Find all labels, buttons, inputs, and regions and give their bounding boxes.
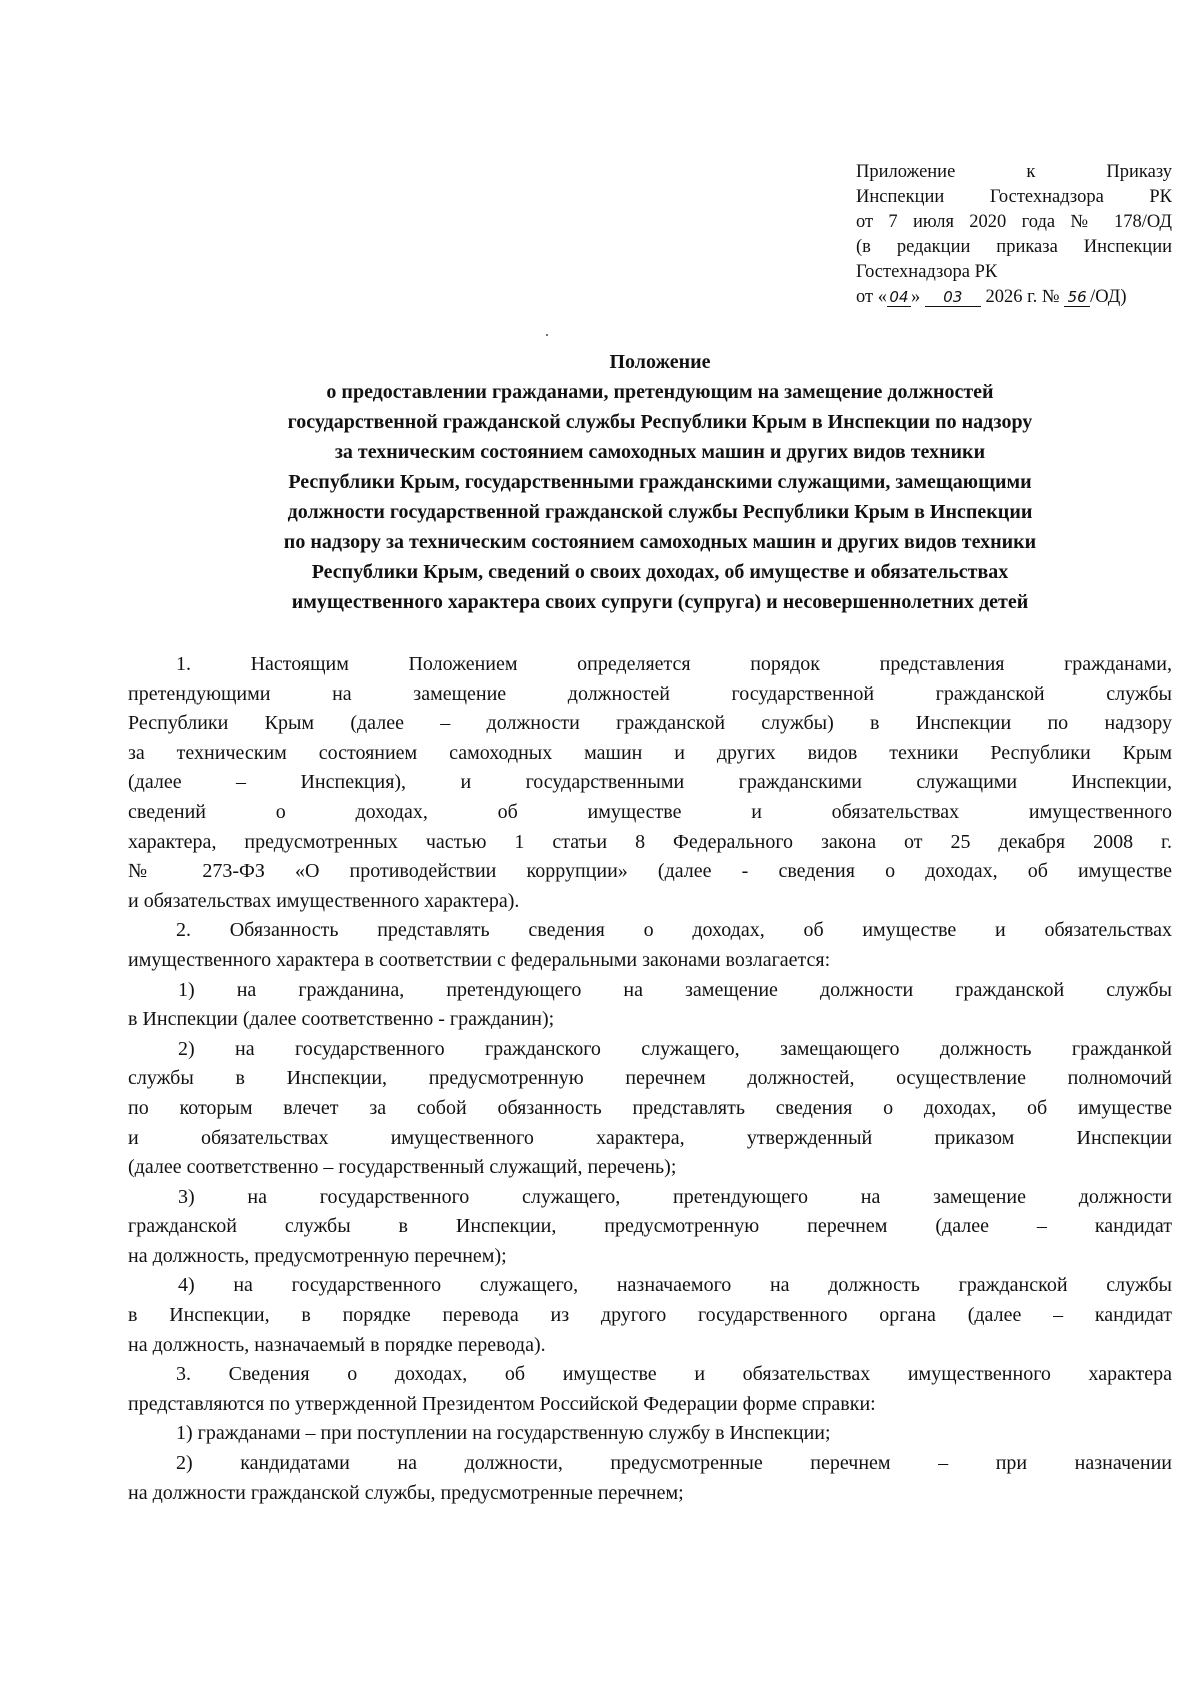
body-line: на должность, предусмотренную перечнем); <box>128 1244 507 1267</box>
body-line: представляются по утвержденной Президентом Российской Федерации форме справки: <box>128 1392 876 1415</box>
date-year: 2026 г. № <box>985 287 1060 307</box>
header-line: Инспекции Гостехнадзора РК <box>856 187 1172 207</box>
body-line: в Инспекции, в порядке перевода из другого государственного органа (далее – кандидат <box>128 1304 1172 1327</box>
body-line: службы в Инспекции, предусмотренную перечнем должностей, осуществление полномочий <box>128 1067 1172 1090</box>
body-line: за техническим состоянием самоходных машин и других видов техники Республики Крым <box>128 741 1172 764</box>
title-line: о предоставлении гражданами, претендующим на замещение должностей <box>326 381 994 403</box>
header-line: от 7 июля 2020 года № 178/ОД <box>856 212 1172 232</box>
body-line: 1) на гражданина, претендующего на замещение должности гражданской службы <box>178 978 1172 1001</box>
title-line: имущественного характера своих супруги (супруга) и несовершеннолетних детей <box>291 591 1029 613</box>
body-line: 2) на государственного гражданского служащего, замещающего должность гражданкой <box>178 1037 1172 1060</box>
document-body <box>128 650 1172 1508</box>
header-line: Гостехнадзора РК <box>856 262 998 282</box>
body-line: сведений о доходах, об имуществе и обязательствах имущественного <box>128 800 1172 823</box>
title-line: государственной гражданской службы Республики Крым в Инспекции по надзору <box>287 411 1033 433</box>
body-line: Республики Крым (далее – должности гражданской службы) в Инспекции по надзору <box>128 712 1172 735</box>
body-line: 3) на государственного служащего, претендующего на замещение должности <box>178 1185 1172 1208</box>
body-line: претендующими на замещение должностей государственной гражданской службы <box>128 682 1172 705</box>
body-line: (далее соответственно – государственный служащий, перечень); <box>128 1156 677 1179</box>
title-line: Положение <box>609 351 711 373</box>
body-line: гражданской службы в Инспекции, предусмотренную перечнем (далее – кандидат <box>128 1215 1172 1238</box>
title-line: по надзору за техническим состоянием самоходных машин и других видов техники <box>283 531 1037 553</box>
header-line: (в редакции приказа Инспекции <box>856 237 1172 257</box>
date-mid: » <box>910 287 921 307</box>
body-line: № 273-ФЗ «О противодействии коррупции» (далее - сведения о доходах, об имуществе <box>128 860 1172 883</box>
title-line: Республики Крым, государственными гражданскими служащими, замещающими <box>288 471 1032 493</box>
date-suffix: /ОД) <box>1090 287 1127 307</box>
body-line: характера, предусмотренных частью 1 статьи 8 Федерального закона от 25 декабря 2008 г. <box>128 830 1172 853</box>
document-title <box>120 347 1200 617</box>
body-line: на должность, назначаемый в порядке перевода). <box>128 1333 546 1356</box>
scan-speck <box>546 334 548 336</box>
body-line: 1) гражданами – при поступлении на государственную службу в Инспекции; <box>176 1422 831 1445</box>
approval-header <box>856 160 1172 310</box>
body-line: и обязательствах имущественного характера, утвержденный приказом Инспекции <box>128 1126 1172 1149</box>
revision-date-line <box>856 285 1172 310</box>
title-line: за техническим состоянием самоходных машин и других видов техники <box>334 441 986 463</box>
header-line: Приложение к Приказу <box>856 162 1172 182</box>
body-line: (далее – Инспекция), и государственными гражданскими служащими Инспекции, <box>128 771 1172 794</box>
title-line: должности государственной гражданской службы Республики Крым в Инспекции <box>287 501 1033 523</box>
handwritten-order-number: 56 <box>1064 288 1090 307</box>
title-line: Республики Крым, сведений о своих доходах, об имуществе и обязательствах <box>311 561 1009 583</box>
body-line: в Инспекции (далее соответственно - гражданин); <box>128 1008 555 1031</box>
body-line: по которым влечет за собой обязанность представлять сведения о доходах, об имуществе <box>128 1096 1172 1119</box>
body-line: 3. Сведения о доходах, об имуществе и обязательствах имущественного характера <box>176 1363 1172 1386</box>
handwritten-day: 04 <box>887 288 911 307</box>
body-line: имущественного характера в соответствии с федеральными законами возлагается: <box>128 948 831 971</box>
body-line: 2. Обязанность представлять сведения о доходах, об имуществе и обязательствах <box>176 919 1172 942</box>
handwritten-month: 03 <box>925 288 981 307</box>
body-line: и обязательствах имущественного характера). <box>128 889 520 912</box>
body-line: 2) кандидатами на должности, предусмотренные перечнем – при назначении <box>176 1452 1172 1475</box>
body-line: 4) на государственного служащего, назначаемого на должность гражданской службы <box>178 1274 1172 1297</box>
date-prefix: от « <box>856 287 887 307</box>
body-line: 1. Настоящим Положением определяется порядок представления гражданами, <box>176 653 1172 675</box>
body-line: на должности гражданской службы, предусмотренные перечнем; <box>128 1481 684 1504</box>
